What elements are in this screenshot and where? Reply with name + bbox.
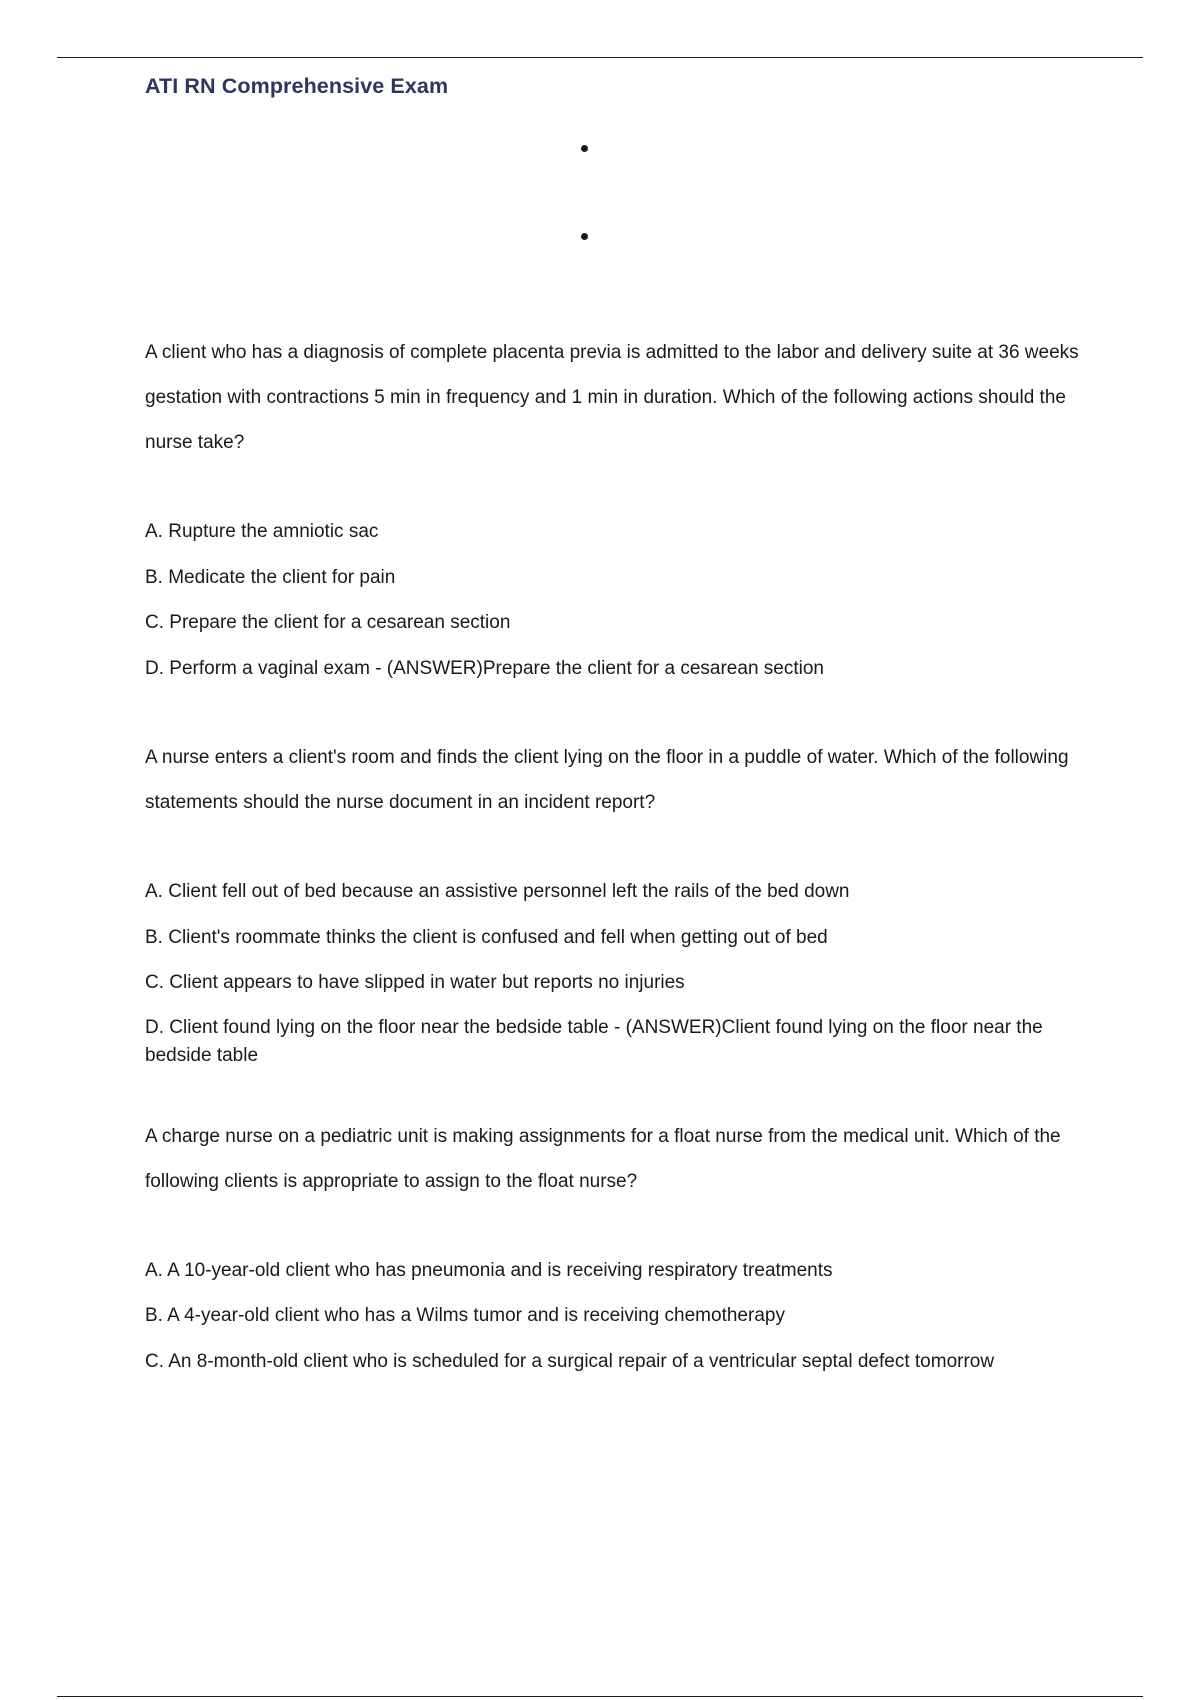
answer-option: A. Client fell out of bed because an assistive personnel left the rails of the bed down xyxy=(145,881,850,902)
page-title: ATI RN Comprehensive Exam xyxy=(145,74,449,98)
question-1 xyxy=(145,330,1085,691)
answer-option: C. Client appears to have slipped in water but reports no injuries xyxy=(145,972,685,993)
answer-option: D. Perform a vaginal exam - (ANSWER)Prepare the client for a cesarean section xyxy=(145,657,824,679)
bullet-point xyxy=(581,233,588,240)
footer-rule xyxy=(57,1696,1143,1697)
header-rule xyxy=(57,57,1143,58)
answer-options xyxy=(145,869,1085,1070)
bullet-point xyxy=(581,145,588,152)
question-2 xyxy=(145,735,1085,1070)
answer-options xyxy=(145,509,1085,691)
answer-option: D. Client found lying on the floor near the bedside table - (ANSWER)Client found lying on the floor near the bedside table xyxy=(145,1016,1043,1066)
question-3 xyxy=(145,1114,1085,1385)
answer-option: B. Client's roommate thinks the client is confused and fell when getting out of bed xyxy=(145,926,828,948)
answer-option: C. Prepare the client for a cesarean section xyxy=(145,612,511,633)
answer-option: B. A 4-year-old client who has a Wilms tumor and is receiving chemotherapy xyxy=(145,1305,785,1326)
answer-options xyxy=(145,1248,1085,1385)
question-stem: A charge nurse on a pediatric unit is making assignments for a float nurse from the medical unit. Which of the following clients is appropriate to assign to the float nurse? xyxy=(145,1125,1061,1192)
question-stem: A client who has a diagnosis of complete placenta previa is admitted to the labor and delivery suite at 36 weeks gestation with contractions 5 min in frequency and 1 min in duration. Which of the following actions should the nurse take? xyxy=(145,342,1079,453)
answer-option: B. Medicate the client for pain xyxy=(145,566,396,588)
answer-option: A. A 10-year-old client who has pneumonia and is receiving respiratory treatments xyxy=(145,1259,833,1281)
answer-option: A. Rupture the amniotic sac xyxy=(145,521,379,542)
question-stem: A nurse enters a client's room and finds the client lying on the floor in a puddle of water. Which of the following statements should the nurse document in an incident report? xyxy=(145,747,1069,813)
exam-content xyxy=(145,330,1085,1384)
answer-option: C. An 8-month-old client who is scheduled for a surgical repair of a ventricular septal defect tomorrow xyxy=(145,1350,995,1372)
